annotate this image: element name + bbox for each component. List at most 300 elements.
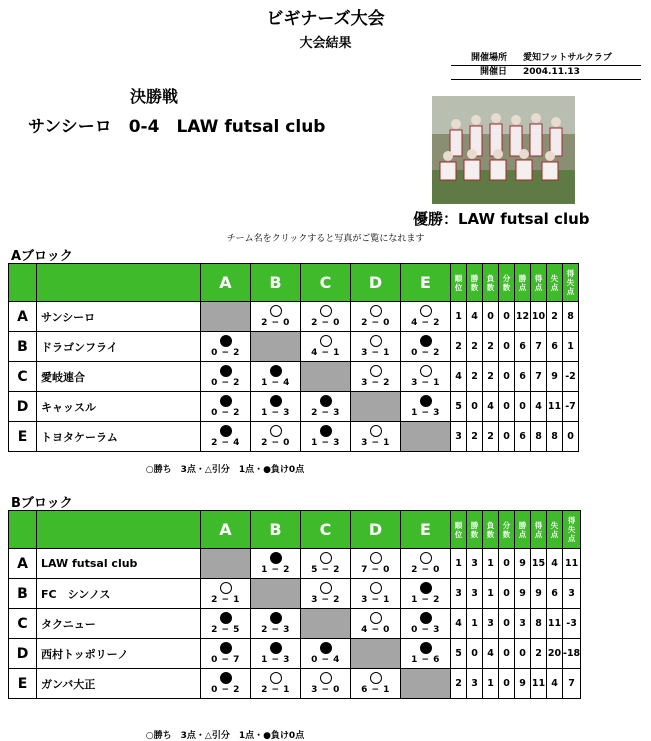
stat-value: 8: [531, 609, 547, 639]
open-circle-icon: [320, 552, 332, 564]
filled-circle-icon: [320, 395, 332, 407]
stat-value: 3: [483, 609, 499, 639]
opponent-header: C: [301, 511, 351, 549]
team-name-link[interactable]: LAW futsal club: [37, 549, 201, 579]
stat-value: 1: [467, 609, 483, 639]
row-letter: A: [9, 302, 37, 332]
stat-value: 1: [451, 302, 467, 332]
stat-header: [483, 511, 499, 549]
stat-value: 8: [547, 422, 563, 452]
stat-value: -2: [563, 362, 579, 392]
row-letter: B: [9, 332, 37, 362]
stat-value: 1: [483, 549, 499, 579]
open-circle-icon: [370, 552, 382, 564]
team-name-link[interactable]: タクニュー: [37, 609, 201, 639]
match-score: 2 − 0: [411, 565, 440, 575]
stat-header-label: 勝点: [518, 520, 527, 539]
win-mark-icon: [351, 334, 400, 348]
open-circle-icon: [370, 612, 382, 624]
match-cell: [251, 362, 301, 392]
match-score: 2 − 0: [261, 318, 290, 328]
open-circle-icon: [420, 552, 432, 564]
stat-value: 0: [499, 302, 515, 332]
self-match-cell: [301, 362, 351, 392]
stat-header-label: 負数: [486, 520, 495, 539]
block-b-title: Bブロック: [11, 496, 73, 511]
match-cell: [251, 422, 301, 452]
stat-value: 2: [547, 302, 563, 332]
win-mark-icon: [301, 304, 350, 318]
stat-header: [451, 511, 467, 549]
stat-value: 15: [531, 549, 547, 579]
page-title: ビギナーズ大会: [266, 9, 385, 29]
win-mark-icon: [301, 334, 350, 348]
self-match-cell: [401, 669, 451, 699]
match-cell: [251, 302, 301, 332]
stat-value: 6: [547, 332, 563, 362]
block-a-title: Aブロック: [11, 249, 73, 264]
stat-value: 0: [499, 422, 515, 452]
stat-value: 7: [531, 362, 547, 392]
stat-value: 1: [483, 579, 499, 609]
match-score: 0 − 3: [411, 625, 440, 635]
open-circle-icon: [370, 305, 382, 317]
stat-value: 3: [467, 579, 483, 609]
match-score: 4 − 0: [361, 625, 390, 635]
team-photo-image: [432, 96, 575, 204]
stat-value: 7: [531, 332, 547, 362]
team-name-link[interactable]: トヨタケーラム: [37, 422, 201, 452]
filled-circle-icon: [270, 365, 282, 377]
match-score: 3 − 2: [361, 378, 390, 388]
stat-value: 2: [451, 669, 467, 699]
match-score: 0 − 2: [411, 348, 440, 358]
match-cell: [201, 579, 251, 609]
filled-circle-icon: [220, 395, 232, 407]
stat-value: 0: [483, 302, 499, 332]
stat-value: 9: [515, 579, 531, 609]
stat-header: [467, 264, 483, 302]
match-cell: [351, 332, 401, 362]
open-circle-icon: [370, 672, 382, 684]
open-circle-icon: [370, 425, 382, 437]
filled-circle-icon: [270, 552, 282, 564]
loss-mark-icon: [201, 641, 250, 655]
match-score: 2 − 4: [211, 438, 240, 448]
stat-header-label: 順位: [454, 520, 463, 539]
loss-mark-icon: [251, 551, 300, 565]
loss-mark-icon: [401, 334, 450, 348]
match-cell: [301, 549, 351, 579]
stat-value: 9: [531, 579, 547, 609]
win-mark-icon: [351, 364, 400, 378]
date-row: [451, 66, 641, 80]
loss-mark-icon: [201, 424, 250, 438]
open-circle-icon: [370, 582, 382, 594]
stat-value: 4: [467, 302, 483, 332]
loss-mark-icon: [401, 394, 450, 408]
venue-row: [451, 52, 641, 66]
match-cell: [201, 392, 251, 422]
stat-header: [531, 264, 547, 302]
self-match-cell: [401, 422, 451, 452]
stat-header-label: 失点: [550, 273, 559, 292]
row-letter: D: [9, 639, 37, 669]
stat-value: 11: [547, 609, 563, 639]
loss-mark-icon: [201, 364, 250, 378]
winner-caption: 優勝：LAW futsal club: [413, 210, 590, 228]
stat-value: 4: [451, 609, 467, 639]
match-cell: [201, 669, 251, 699]
loss-mark-icon: [251, 364, 300, 378]
stat-header: [563, 264, 579, 302]
loss-mark-icon: [251, 641, 300, 655]
block-a-legend: ○勝ち 3点・△引分 1点・●負け0点: [145, 465, 305, 475]
stat-value: 11: [547, 392, 563, 422]
match-cell: [401, 362, 451, 392]
row-letter: E: [9, 669, 37, 699]
team-row: [9, 639, 581, 669]
match-score: 1 − 3: [411, 408, 440, 418]
match-cell: [201, 362, 251, 392]
stat-value: 12: [515, 302, 531, 332]
match-score: 0 − 2: [211, 378, 240, 388]
win-mark-icon: [401, 304, 450, 318]
match-cell: [351, 579, 401, 609]
match-score: 2 − 0: [361, 318, 390, 328]
filled-circle-icon: [420, 612, 432, 624]
stat-header-label: 勝数: [470, 273, 479, 292]
match-cell: [401, 549, 451, 579]
match-score: 3 − 1: [361, 438, 390, 448]
header-blank: [37, 264, 201, 302]
row-letter: A: [9, 549, 37, 579]
stat-value: -7: [563, 392, 579, 422]
stat-header: [451, 264, 467, 302]
filled-circle-icon: [220, 425, 232, 437]
open-circle-icon: [320, 305, 332, 317]
team-name-link[interactable]: 西村トッポリーノ: [37, 639, 201, 669]
venue-value: 愛知フットサルクラブ: [523, 53, 612, 63]
stat-value: 3: [451, 422, 467, 452]
header-row: [9, 511, 581, 549]
match-cell: [251, 609, 301, 639]
self-match-cell: [251, 332, 301, 362]
match-score: 0 − 4: [311, 655, 340, 665]
venue-label: 開催場所: [470, 53, 507, 63]
header-blank: [9, 511, 37, 549]
match-score: 4 − 1: [311, 348, 340, 358]
stat-value: -18: [563, 639, 581, 669]
filled-circle-icon: [420, 335, 432, 347]
stat-value: 6: [515, 362, 531, 392]
match-cell: [301, 639, 351, 669]
match-cell: [401, 392, 451, 422]
match-score: 3 − 0: [311, 685, 340, 695]
stat-value: 8: [531, 422, 547, 452]
team-name-link[interactable]: 愛岐連合: [37, 362, 201, 392]
open-circle-icon: [420, 305, 432, 317]
team-name-link[interactable]: ガンバ大正: [37, 669, 201, 699]
match-cell: [351, 549, 401, 579]
opponent-header: C: [301, 264, 351, 302]
stat-value: 1: [451, 549, 467, 579]
stat-header: [499, 264, 515, 302]
row-letter: C: [9, 609, 37, 639]
match-cell: [401, 332, 451, 362]
filled-circle-icon: [220, 612, 232, 624]
stat-value: 4: [547, 549, 563, 579]
opponent-header: D: [351, 511, 401, 549]
stat-header: [547, 511, 563, 549]
stat-value: 20: [547, 639, 563, 669]
team-row: [9, 302, 579, 332]
match-cell: [301, 422, 351, 452]
win-mark-icon: [301, 581, 350, 595]
match-score: 3 − 1: [361, 348, 390, 358]
match-cell: [251, 639, 301, 669]
stat-value: 9: [547, 362, 563, 392]
match-cell: [251, 549, 301, 579]
stat-header-label: 得失点: [567, 516, 576, 543]
opponent-header: E: [401, 264, 451, 302]
stat-header: [515, 511, 531, 549]
opponent-header: E: [401, 511, 451, 549]
win-mark-icon: [351, 304, 400, 318]
stat-value: 0: [515, 392, 531, 422]
match-cell: [301, 302, 351, 332]
stat-header-label: 負数: [486, 273, 495, 292]
win-mark-icon: [351, 671, 400, 685]
loss-mark-icon: [201, 394, 250, 408]
win-mark-icon: [401, 551, 450, 565]
filled-circle-icon: [220, 642, 232, 654]
loss-mark-icon: [401, 611, 450, 625]
stat-value: 5: [451, 392, 467, 422]
team-photo: [432, 96, 575, 204]
stat-header-label: 失点: [550, 520, 559, 539]
filled-circle-icon: [270, 642, 282, 654]
loss-mark-icon: [401, 641, 450, 655]
open-circle-icon: [320, 335, 332, 347]
date-label: 開催日: [479, 67, 507, 77]
stat-value: 0: [499, 332, 515, 362]
match-score: 2 − 3: [311, 408, 340, 418]
self-match-cell: [351, 392, 401, 422]
team-row: [9, 332, 579, 362]
match-score: 3 − 2: [311, 595, 340, 605]
stat-value: 0: [563, 422, 579, 452]
stat-header-label: 分数: [502, 520, 511, 539]
stat-header-label: 得失点: [566, 269, 575, 296]
stat-header: [499, 511, 515, 549]
win-mark-icon: [301, 671, 350, 685]
filled-circle-icon: [220, 365, 232, 377]
match-score: 1 − 4: [261, 378, 290, 388]
row-letter: C: [9, 362, 37, 392]
self-match-cell: [201, 302, 251, 332]
filled-circle-icon: [320, 642, 332, 654]
stat-header: [563, 511, 581, 549]
stat-value: 0: [499, 609, 515, 639]
stat-value: 2: [531, 639, 547, 669]
loss-mark-icon: [301, 424, 350, 438]
filled-circle-icon: [220, 672, 232, 684]
stat-value: 6: [515, 422, 531, 452]
stat-value: 3: [467, 549, 483, 579]
match-score: 2 − 0: [261, 438, 290, 448]
win-mark-icon: [351, 551, 400, 565]
stat-value: 0: [467, 639, 483, 669]
stat-value: 0: [499, 392, 515, 422]
stat-value: 9: [515, 669, 531, 699]
open-circle-icon: [420, 365, 432, 377]
match-score: 0 − 7: [211, 655, 240, 665]
match-cell: [201, 332, 251, 362]
team-row: [9, 549, 581, 579]
match-cell: [401, 639, 451, 669]
stat-value: 6: [547, 579, 563, 609]
self-match-cell: [201, 549, 251, 579]
stat-header-label: 勝数: [470, 520, 479, 539]
team-row: [9, 669, 581, 699]
match-cell: [251, 392, 301, 422]
win-mark-icon: [301, 551, 350, 565]
stat-value: 11: [563, 549, 581, 579]
match-score: 6 − 1: [361, 685, 390, 695]
team-row: [9, 579, 581, 609]
win-mark-icon: [251, 424, 300, 438]
self-match-cell: [251, 579, 301, 609]
loss-mark-icon: [301, 641, 350, 655]
stat-value: 4: [547, 669, 563, 699]
final-result: サンシーロ 0-4 LAW futsal club: [28, 117, 326, 137]
filled-circle-icon: [320, 425, 332, 437]
header-blank: [9, 264, 37, 302]
match-score: 0 − 2: [211, 408, 240, 418]
stat-value: 2: [483, 422, 499, 452]
match-cell: [301, 579, 351, 609]
stat-value: 0: [499, 579, 515, 609]
stat-value: 3: [515, 609, 531, 639]
stat-header-label: 順位: [454, 273, 463, 292]
filled-circle-icon: [420, 642, 432, 654]
opponent-header: A: [201, 511, 251, 549]
match-score: 4 − 2: [411, 318, 440, 328]
stat-value: 2: [483, 332, 499, 362]
match-cell: [301, 332, 351, 362]
match-score: 1 − 6: [411, 655, 440, 665]
loss-mark-icon: [401, 581, 450, 595]
team-row: [9, 609, 581, 639]
stat-header: [483, 264, 499, 302]
loss-mark-icon: [251, 611, 300, 625]
stat-value: 0: [499, 362, 515, 392]
stat-value: 5: [451, 639, 467, 669]
final-title: 決勝戦: [130, 87, 179, 106]
match-cell: [201, 639, 251, 669]
match-cell: [201, 422, 251, 452]
filled-circle-icon: [420, 582, 432, 594]
stat-value: 2: [483, 362, 499, 392]
team-row: [9, 422, 579, 452]
opponent-header: D: [351, 264, 401, 302]
match-score: 0 − 2: [211, 685, 240, 695]
stat-value: 0: [499, 639, 515, 669]
stat-header-label: 得点: [534, 520, 543, 539]
stat-value: 0: [499, 669, 515, 699]
stat-value: 2: [451, 332, 467, 362]
match-score: 2 − 0: [311, 318, 340, 328]
block-b-table: [8, 510, 581, 699]
stat-value: 2: [467, 362, 483, 392]
win-mark-icon: [351, 581, 400, 595]
loss-mark-icon: [301, 394, 350, 408]
team-name-link[interactable]: FC シンノス: [37, 579, 201, 609]
loss-mark-icon: [201, 334, 250, 348]
opponent-header: A: [201, 264, 251, 302]
stat-value: 8: [563, 302, 579, 332]
team-name-link[interactable]: サンシーロ: [37, 302, 201, 332]
stat-value: 6: [515, 332, 531, 362]
win-mark-icon: [351, 611, 400, 625]
match-score: 0 − 2: [211, 348, 240, 358]
match-score: 2 − 1: [211, 595, 240, 605]
match-cell: [401, 579, 451, 609]
match-cell: [301, 669, 351, 699]
open-circle-icon: [220, 582, 232, 594]
date-value: 2004.11.13: [523, 67, 580, 77]
stat-value: 10: [531, 302, 547, 332]
stat-header: [531, 511, 547, 549]
opponent-header: B: [251, 264, 301, 302]
win-mark-icon: [251, 304, 300, 318]
header-blank: [37, 511, 201, 549]
match-cell: [351, 362, 401, 392]
stat-value: 4: [531, 392, 547, 422]
team-name-link[interactable]: キャッスル: [37, 392, 201, 422]
open-circle-icon: [270, 425, 282, 437]
filled-circle-icon: [270, 612, 282, 624]
open-circle-icon: [270, 672, 282, 684]
stat-value: 4: [451, 362, 467, 392]
stat-value: -3: [563, 609, 581, 639]
win-mark-icon: [251, 671, 300, 685]
filled-circle-icon: [420, 395, 432, 407]
match-score: 2 − 1: [261, 685, 290, 695]
stat-value: 1: [483, 669, 499, 699]
match-score: 1 − 2: [411, 595, 440, 605]
match-cell: [251, 669, 301, 699]
match-cell: [301, 392, 351, 422]
header-row: [9, 264, 579, 302]
row-letter: E: [9, 422, 37, 452]
filled-circle-icon: [270, 395, 282, 407]
stat-value: 2: [467, 332, 483, 362]
block-a-table: [8, 263, 579, 452]
opponent-header: B: [251, 511, 301, 549]
row-letter: B: [9, 579, 37, 609]
stat-value: 7: [563, 669, 581, 699]
team-row: [9, 362, 579, 392]
click-note: チーム名をクリックすると写真がご覧になれます: [226, 234, 425, 244]
stat-value: 4: [483, 392, 499, 422]
match-score: 1 − 3: [261, 655, 290, 665]
team-name-link[interactable]: ドラゴンフライ: [37, 332, 201, 362]
match-score: 3 − 1: [361, 595, 390, 605]
stat-value: 3: [451, 579, 467, 609]
stat-header: [515, 264, 531, 302]
